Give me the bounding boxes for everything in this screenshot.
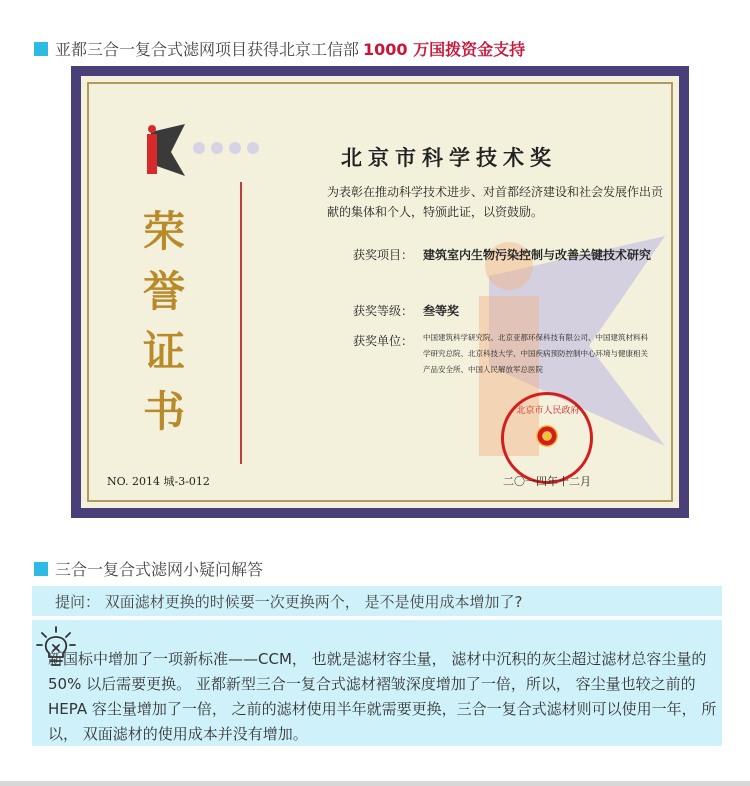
award-logo-icon xyxy=(145,124,193,180)
honor-char: 书 xyxy=(142,387,185,436)
certificate-date: 二〇一四年十二月 xyxy=(503,475,591,488)
heading-highlight: 1000 万国拨资金支持 xyxy=(363,40,526,59)
honor-char: 证 xyxy=(142,327,185,376)
level-value: 叁等奖 xyxy=(423,304,460,318)
official-seal xyxy=(501,392,593,484)
national-emblem-icon xyxy=(536,425,558,447)
heading-text: 亚都三合一复合式滤网项目获得北京工信部 xyxy=(55,40,360,59)
heading-text: 三合一复合式滤网小疑问解答 xyxy=(55,560,264,579)
project-value: 建筑室内生物污染控制与改善关键技术研究 xyxy=(423,248,652,262)
certificate-image xyxy=(71,66,689,518)
bullet-square-icon xyxy=(34,562,48,576)
dot-icon xyxy=(211,142,223,154)
units-value: 中国建筑科学研究院、北京亚都环保科技有限公司、中国建筑材料科学研究总院、北京科技大学、中国疾病预防控制中心环境与健康相关产品安全所、中国人民解放军总医院 xyxy=(423,333,648,374)
units-label: 获奖单位： xyxy=(353,334,414,348)
dot-icon xyxy=(247,142,259,154)
section-heading-faq xyxy=(34,557,263,580)
certificate-intro: 为表彰在推动科学技术进步、对首都经济建设和社会发展作出贡献的集体和个人，特颁此证，以资鼓励。 xyxy=(327,185,664,219)
bottom-divider xyxy=(0,781,750,786)
dot-icon xyxy=(229,142,241,154)
logo-dots xyxy=(193,142,259,154)
certificate-paper xyxy=(81,76,679,508)
question-text: 提问： 双面滤材更换的时候要一次更换两个， 是不是使用成本增加了? xyxy=(55,593,523,611)
bullet-square-icon xyxy=(34,42,48,56)
section-heading-award xyxy=(34,37,525,60)
honor-title xyxy=(139,202,189,442)
certificate-number: NO. 2014 城-3-012 xyxy=(107,475,210,488)
honor-char: 荣 xyxy=(142,207,185,256)
level-label: 获奖等级： xyxy=(353,304,414,318)
question-box xyxy=(32,586,722,616)
dot-icon xyxy=(193,142,205,154)
answer-text: 新国标中增加了一项新标准——CCM， 也就是滤材容尘量， 滤材中沉积的灰尘超过滤材总容尘量的 50% 以后需要更换。 亚都新型三合一复合式滤材褶皱深度增加了一倍，所以， 容尘量也较之前的 HEPA 容尘量增加了一倍， 之前的滤材使用半年就需要更换，三合一复合式滤材则可以使用一年， 所以， 双面滤材的使用成本并没有增加。 xyxy=(48,650,717,743)
certificate-title: 北京市科学技术奖 xyxy=(341,145,557,170)
project-label: 获奖项目： xyxy=(353,248,414,262)
seal-text: 北京市人民政府 xyxy=(516,406,580,416)
divider-line xyxy=(240,182,242,464)
answer-box xyxy=(32,620,722,746)
honor-char: 誉 xyxy=(142,267,185,316)
